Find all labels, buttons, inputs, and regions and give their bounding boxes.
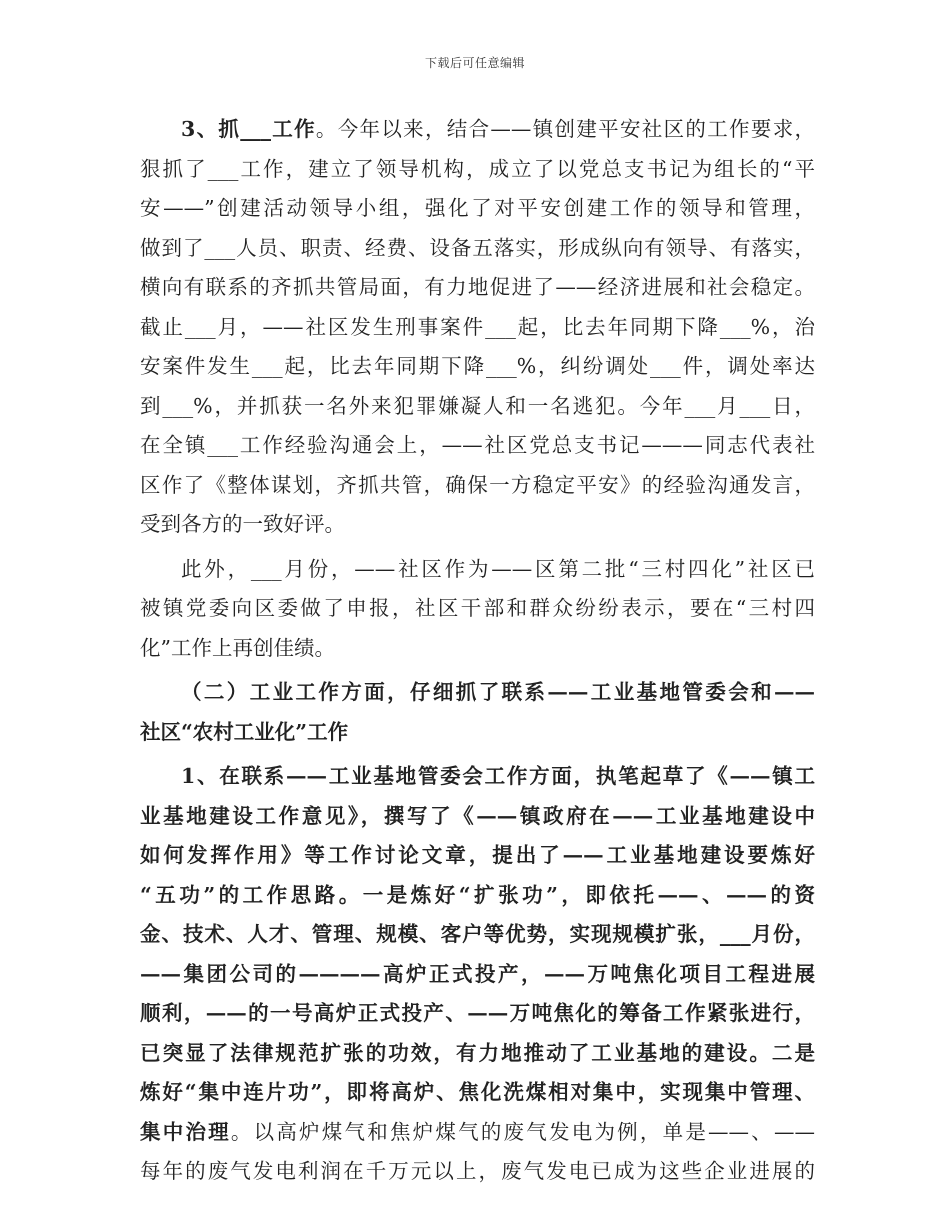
section3-line-6: 安案件发生___起，比去年同期下降___%，纠纷调处___件，调处率达 xyxy=(140,354,815,378)
section3-title: 3、抓___工作 xyxy=(181,117,316,141)
section3-text: 。今年以来，结合——镇创建平安社区的工作要求， xyxy=(315,117,816,141)
section3-line-4: 横向有联系的齐抓共管局面，有力地促进了——经济进展和社会稳定。 xyxy=(140,275,815,299)
section3-line-10: 受到各方的一致好评。 xyxy=(140,512,345,536)
section1-line-0: 1、在联系——工业基地管委会工作方面，执笔起草了《——镇工 xyxy=(181,764,815,788)
section1-line-2: 如何发挥作用》等工作讨论文章，提出了——工业基地建设要炼好 xyxy=(140,843,815,867)
section1-line-9 xyxy=(140,1113,815,1153)
section3-line-8: 在全镇___工作经验沟通会上，——社区党总支书记———同志代表社 xyxy=(140,433,815,457)
section3-line-2: 安——”创建活动领导小组，强化了对平安创建工作的领导和管理， xyxy=(140,196,815,220)
document-body xyxy=(140,110,815,1192)
section1-line-8: 炼好“集中连片功”，即将高炉、焦化洗煤相对集中，实现集中管理、 xyxy=(140,1080,815,1104)
section1-bold-phrase: 集中治理 xyxy=(140,1119,231,1144)
section3-line-3: 做到了___人员、职责、经费、设备五落实，形成纵向有领导、有落实， xyxy=(140,235,815,260)
extra-line-0: 此外，___月份，——社区作为——区第二批“三村四化”社区已 xyxy=(181,556,815,581)
section3-line-9: 区作了《整体谋划，齐抓共管，确保一方稳定平安》的经验沟通发言， xyxy=(140,472,815,497)
section1-line-6: 顺利，——的一号高炉正式投产、——万吨焦化的筹备工作紧张进行， xyxy=(140,1001,815,1025)
section1-line-1: 业基地建设工作意见》，撰写了《——镇政府在——工业基地建设中 xyxy=(140,803,815,828)
section3-line-1: 狠抓了___工作，建立了领导机构，成立了以党总支书记为组长的“平 xyxy=(140,156,815,181)
extra-line-2: 化”工作上再创佳绩。 xyxy=(140,635,335,660)
section3-line-0 xyxy=(140,110,815,150)
page-header: 下载后可任意编辑 xyxy=(424,56,525,70)
section3-line-5: 截止___月，——社区发生刑事案件___起，比去年同期下降___%，治 xyxy=(140,314,815,339)
section1-line-4: 金、技术、人才、管理、规模、客户等优势，实现规模扩张，___月份， xyxy=(140,922,815,946)
section1-line-10: 每年的废气发电利润在千万元以上，废气发电已成为这些企业进展的 xyxy=(140,1159,815,1183)
heading2-line-1: 社区“农村工业化”工作 xyxy=(140,719,349,744)
heading2-line-0: （二）工业工作方面，仔细抓了联系——工业基地管委会和—— xyxy=(181,680,815,704)
section1-rest: 。以高炉煤气和焦炉煤气的废气发电为例，单是——、—— xyxy=(230,1119,816,1144)
section3-line-7: 到___%，并抓获一名外来犯罪嫌凝人和一名逃犯。今年___月___日， xyxy=(140,393,815,418)
section1-line-5: ——集团公司的————高炉正式投产，——万吨焦化项目工程进展 xyxy=(140,961,815,986)
section1-line-3: “五功”的工作思路。一是炼好“扩张功”，即依托——、——的资 xyxy=(140,882,815,907)
extra-line-1: 被镇党委向区委做了申报，社区干部和群众纷纷表示，要在“三村四 xyxy=(140,596,815,620)
section1-line-7: 已突显了法律规范扩张的功效，有力地推动了工业基地的建设。二是 xyxy=(140,1040,815,1065)
